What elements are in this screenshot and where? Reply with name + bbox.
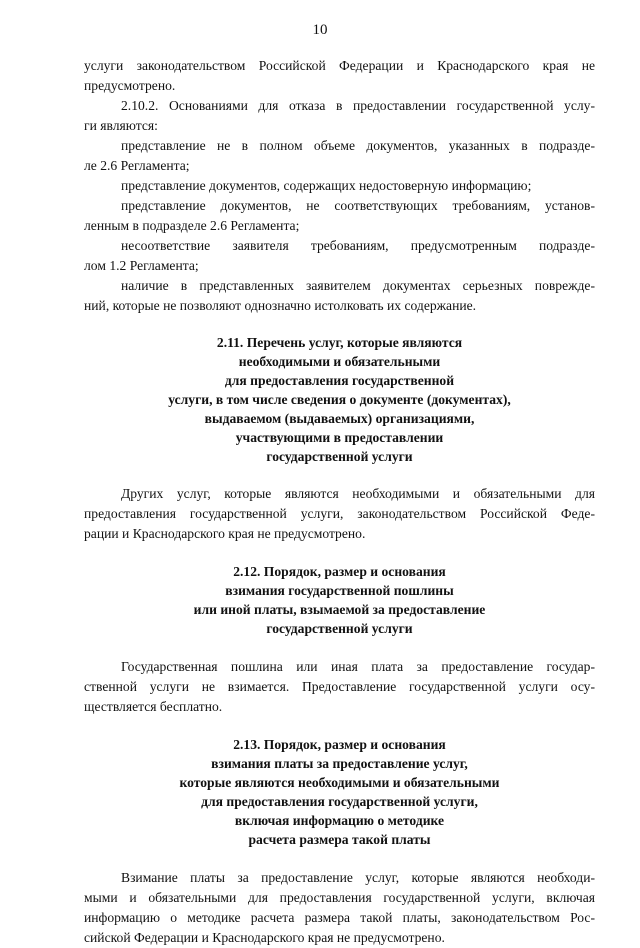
ground-item [84,196,595,236]
text-line: Государственная пошлина или иная плата за предоставление государ- [121,659,595,674]
text-line: наличие в представленных заявителем документах серьезных поврежде- [121,278,595,293]
text-line: предоставления государственной услуги, законодательством Российской Феде- [84,506,595,521]
text-line: 2.10.2. Основаниями для отказа в предоставлении государственной услу- [121,98,595,113]
section-heading-2-12 [84,562,595,638]
text-line: ний, которые не позволяют однозначно истолковать их содержание. [84,298,477,313]
text-line: несоответствие заявителя требованиям, предусмотренным подразде- [121,238,595,253]
page-number: 10 [312,22,328,38]
heading-line: или иной платы, взымаемой за предоставление [193,602,486,617]
heading-line: для предоставления государственной услуги, [201,794,478,809]
heading-line: 2.12. Порядок, размер и основания [233,564,446,579]
section-2-12-body [84,657,595,717]
ground-item [84,176,595,196]
text-line: сийской Федерации и Краснодарского края не предусмотрено. [84,930,445,945]
text-line: ществляется бесплатно. [84,699,223,714]
ground-item [84,236,595,276]
ground-item [84,276,595,316]
heading-line: государственной услуги [266,621,413,636]
document-body [84,56,595,948]
text-line: мыми и обязательными для предоставления государственной услуги, включая [84,890,595,905]
text-line: Взимание платы за предоставление услуг, которые являются необходи- [121,870,595,885]
heading-line: необходимыми и обязательными [238,354,441,369]
paragraph-2-10-2 [84,96,595,136]
text-line: представление не в полном объеме документов, указанных в подразде- [121,138,595,153]
intro-paragraph [84,56,595,96]
section-2-11-body [84,484,595,544]
heading-line: включая информацию о методике [234,813,445,828]
text-line: лом 1.2 Регламента; [84,258,199,273]
text-line: ле 2.6 Регламента; [84,158,190,173]
text-line: предусмотрено. [84,78,176,93]
text-line: ственной услуги не взимается. Предоставление государственной услуги осу- [84,679,595,694]
text-line: Других услуг, которые являются необходимыми и обязательными для [121,486,595,501]
heading-line: взимания платы за предоставление услуг, [211,756,468,771]
heading-line: 2.13. Порядок, размер и основания [233,737,446,752]
text-line: услуги законодательством Российской Федерации и Краснодарского края не [84,58,595,73]
heading-line: государственной услуги [266,449,413,464]
section-heading-2-13 [84,735,595,849]
heading-line: участвующими в предоставлении [235,430,444,445]
section-2-13-body [84,868,595,948]
heading-line: которые являются необходимыми и обязательными [179,775,500,790]
heading-line: расчета размера такой платы [248,832,431,847]
heading-line: взимания государственной пошлины [225,583,454,598]
heading-line: 2.11. Перечень услуг, которые являются [216,335,463,350]
text-line: представление документов, не соответствующих требованиям, установ- [121,198,595,213]
text-line: ги являются: [84,118,158,133]
heading-line: услуги, в том числе сведения о документе (документах), [168,392,511,407]
heading-line: для предоставления государственной [224,373,455,388]
text-line: рации и Краснодарского края не предусмотрено. [84,526,366,541]
text-line: информацию о методике расчета размера такой платы, законодательством Рос- [84,910,595,925]
ground-item [84,136,595,176]
text-line: ленным в подразделе 2.6 Регламента; [84,218,300,233]
heading-line: выдаваемом (выдаваемых) организациями, [204,411,475,426]
section-heading-2-11 [84,333,595,466]
text-line: представление документов, содержащих недостоверную информацию; [121,178,532,193]
